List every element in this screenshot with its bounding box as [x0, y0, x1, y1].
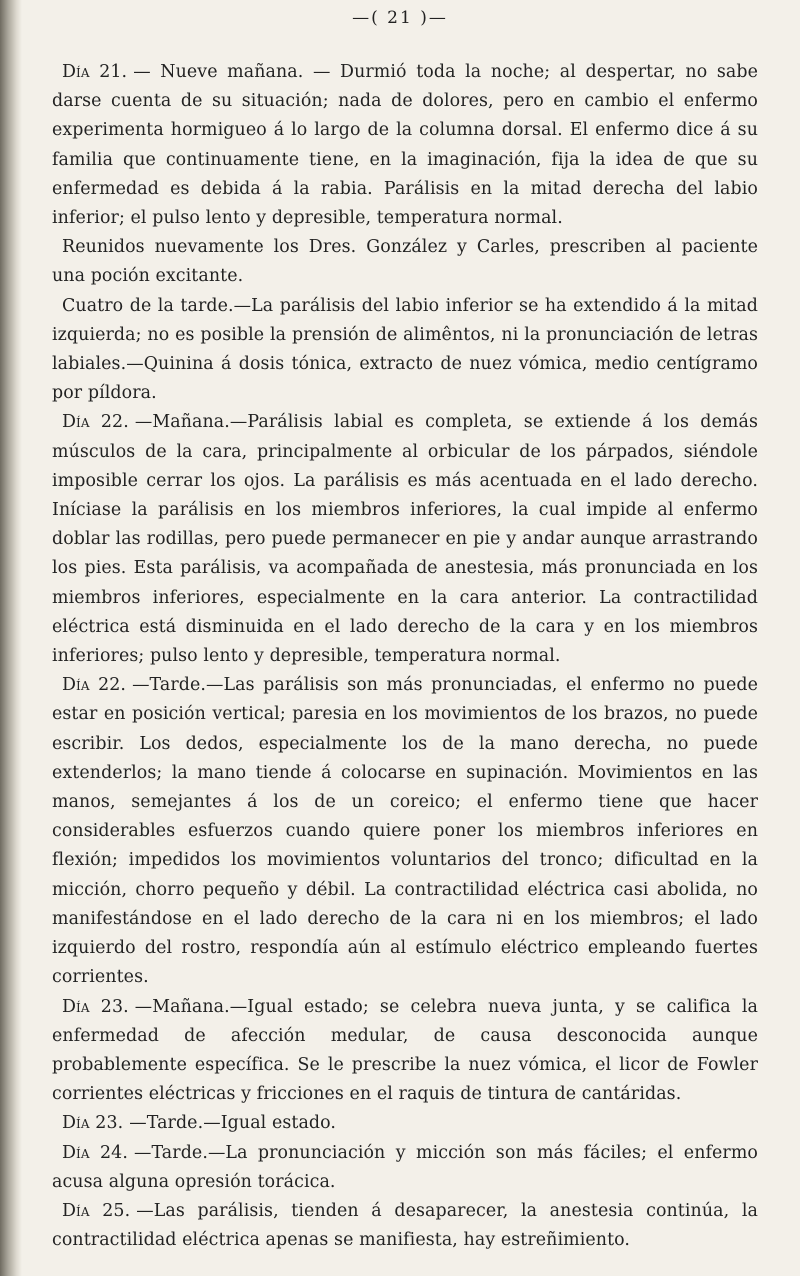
paragraph-dia-23-manana	[52, 993, 758, 1110]
paragraph-text: —Tarde.—Las parálisis son más pronunciadas, el enfermo no puede estar en posición vertical; paresia en los movimientos de los brazos, no puede escribir. Los dedos, especialmente los de la mano derecha, no puede extenderlos; la mano tiende á colocarse en supinación. Movimientos en las manos, semejantes á los de un coreico; el enfermo tiene que hacer considerables esfuerzos cuando quiere poner los miembros inferiores en flexión; impedidos los movimientos voluntarios del tronco; dificultad en la micción, chorro pequeño y débil. La contractilidad eléctrica casi abolida, no manifestándose en el lado derecho de la cara ni en los miembros; el lado izquierdo del rostro, respondía aún al estímulo eléctrico empleando fuertes corrientes.	[52, 675, 758, 988]
day-label: Día 22.	[62, 412, 129, 433]
paragraph-dia-22-tarde	[52, 671, 758, 992]
paragraph-text: —Tarde.—Igual estado.	[129, 1113, 337, 1134]
paragraph-text: Cuatro de la tarde.—La parálisis del labio inferior se ha extendido á la mitad izquierda; no es posible la prensión de alimêntos, ni la pronunciación de letras labiales.—Quinina á dosis tónica, extracto de nuez vómica, medio centígramo por píldora.	[52, 295, 758, 404]
page-body	[52, 58, 758, 1255]
paragraph-text: —Tarde.—La pronunciación y micción son más fáciles; el enfermo acusa alguna opresión torácica.	[52, 1142, 758, 1192]
paragraph-text: Reunidos nuevamente los Dres. González y Carles, prescriben al paciente una poción excitante.	[52, 237, 758, 287]
day-label: Día 25.	[62, 1200, 131, 1221]
paragraph-text: —Las parálisis, tienden á desaparecer, la anestesia continúa, la contractilidad eléctrica apenas se manifiesta, hay estreñimiento.	[52, 1200, 758, 1251]
day-label: Día 23.	[62, 996, 129, 1017]
paragraph-dia-21	[52, 58, 758, 233]
paragraph-text: —Mañana.—Parálisis labial es completa, se extiende á los demás músculos de la cara, principalmente al orbicular de los párpados, siéndole imposible cerrar los ojos. La parálisis es más acentuada en el lado derecho. Iníciase la parálisis en los miembros inferiores, la cual impide al enfermo doblar las rodillas, pero puede permanecer en pie y andar aunque arrastrando los pies. Esta parálisis, va acompañada de anestesia, más pronunciada en los miembros inferiores, especialmente en la cara anterior. La contractilidad eléctrica está disminuida en el lado derecho de la cara y en los miembros inferiores; pulso lento y depresible, temperatura normal.	[52, 412, 758, 667]
paragraph-reunidos	[52, 233, 758, 291]
paragraph-dia-22-manana	[52, 408, 758, 671]
paragraph-dia-25	[52, 1197, 758, 1255]
page-gutter-shadow	[0, 0, 22, 1276]
day-label: Día 23.	[62, 1113, 124, 1134]
paragraph-cuatro-tarde	[52, 292, 758, 409]
paragraph-dia-24	[52, 1139, 758, 1197]
day-label: Día 22.	[62, 675, 127, 696]
day-label: Día 21.	[62, 62, 128, 82]
paragraph-text: — Nueve mañana. — Durmió toda la noche; al despertar, no sabe darse cuenta de su situación; nada de dolores, pero en cambio el enfermo experimenta hormigueo á lo largo de la columna dorsal. El enfermo dice á su familia que continuamente tiene, en la imaginación, fija la idea de que su enfermedad es debida á la rabia. Parálisis en la mitad derecha del labio inferior; el pulso lento y depresible, temperatura normal.	[52, 62, 758, 229]
paragraph-dia-23-tarde	[52, 1109, 758, 1138]
paragraph-text: —Mañana.—Igual estado; se celebra nueva junta, y se califica la enfermedad de afección medular, de causa desconocida aunque probablemente específica. Se le prescribe la nuez vómica, el licor de Fowler corrientes eléctricas y fricciones en el raquis de tintura de cantáridas.	[52, 996, 758, 1105]
day-label: Día 24.	[62, 1142, 128, 1163]
page-number: —( 21 )—	[352, 8, 448, 28]
